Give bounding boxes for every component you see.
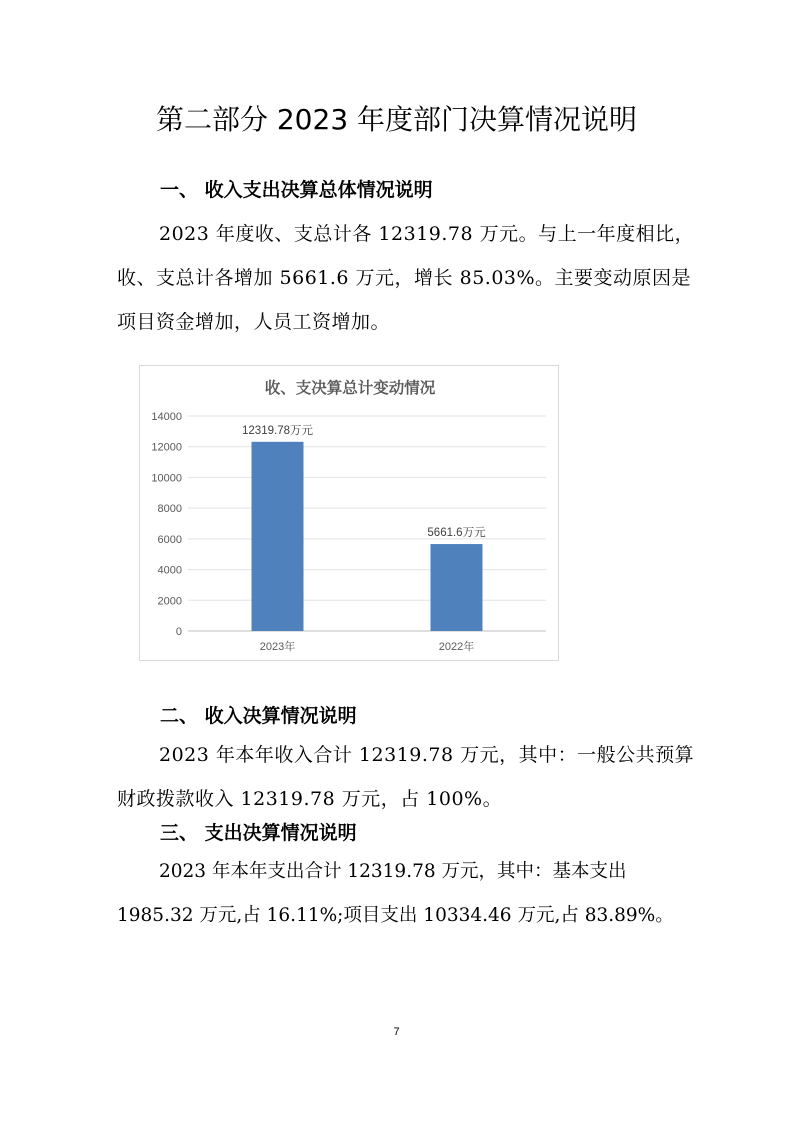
y-tick-label: 6000 <box>157 533 182 546</box>
section-heading-income: 二、 收入决算情况说明 <box>160 705 357 727</box>
page-title: 第二部分 2023 年度部门决算情况说明 <box>155 103 638 136</box>
income-expense-chart <box>139 365 559 661</box>
y-tick-label: 12000 <box>151 441 182 454</box>
chart-title: 收、支决算总计变动情况 <box>264 379 436 397</box>
x-tick-label: 2022年 <box>438 641 475 653</box>
paragraph-expense: 2023 年本年支出合计 12319.78 万元，其中：基本支出 1985.32 万元,占 16.11%;项目支出 10334.46 万元,占 83.89%。 <box>117 861 674 926</box>
x-tick-label: 2023年 <box>259 641 296 653</box>
y-tick-label: 4000 <box>157 564 182 577</box>
bar-2022年 <box>431 544 483 631</box>
y-tick-label: 8000 <box>157 503 182 516</box>
chart-canvas <box>140 366 560 662</box>
page-number: 7 <box>393 1026 400 1038</box>
section-heading-overview: 一、 收入支出决算总体情况说明 <box>160 179 433 201</box>
y-tick-label: 0 <box>175 626 182 638</box>
y-tick-label: 14000 <box>151 411 182 423</box>
y-tick-label: 2000 <box>157 595 182 608</box>
data-label: 5661.6万元 <box>427 527 486 540</box>
section-heading-expense: 三、 支出决算情况说明 <box>160 822 357 844</box>
bar-2023年 <box>252 442 304 631</box>
y-tick-label: 10000 <box>151 472 182 485</box>
paragraph-overview: 2023 年度收、支总计各 12319.78 万元。与上一年度相比，收、支总计各增加 5661.6 万元，增长 85.03%。主要变动原因是项目资金增加，人员工资增加。 <box>117 223 695 333</box>
paragraph-income: 2023 年本年收入合计 12319.78 万元，其中：一般公共预算财政拨款收入 12319.78 万元，占 100%。 <box>117 744 695 810</box>
data-label: 12319.78万元 <box>242 424 313 437</box>
